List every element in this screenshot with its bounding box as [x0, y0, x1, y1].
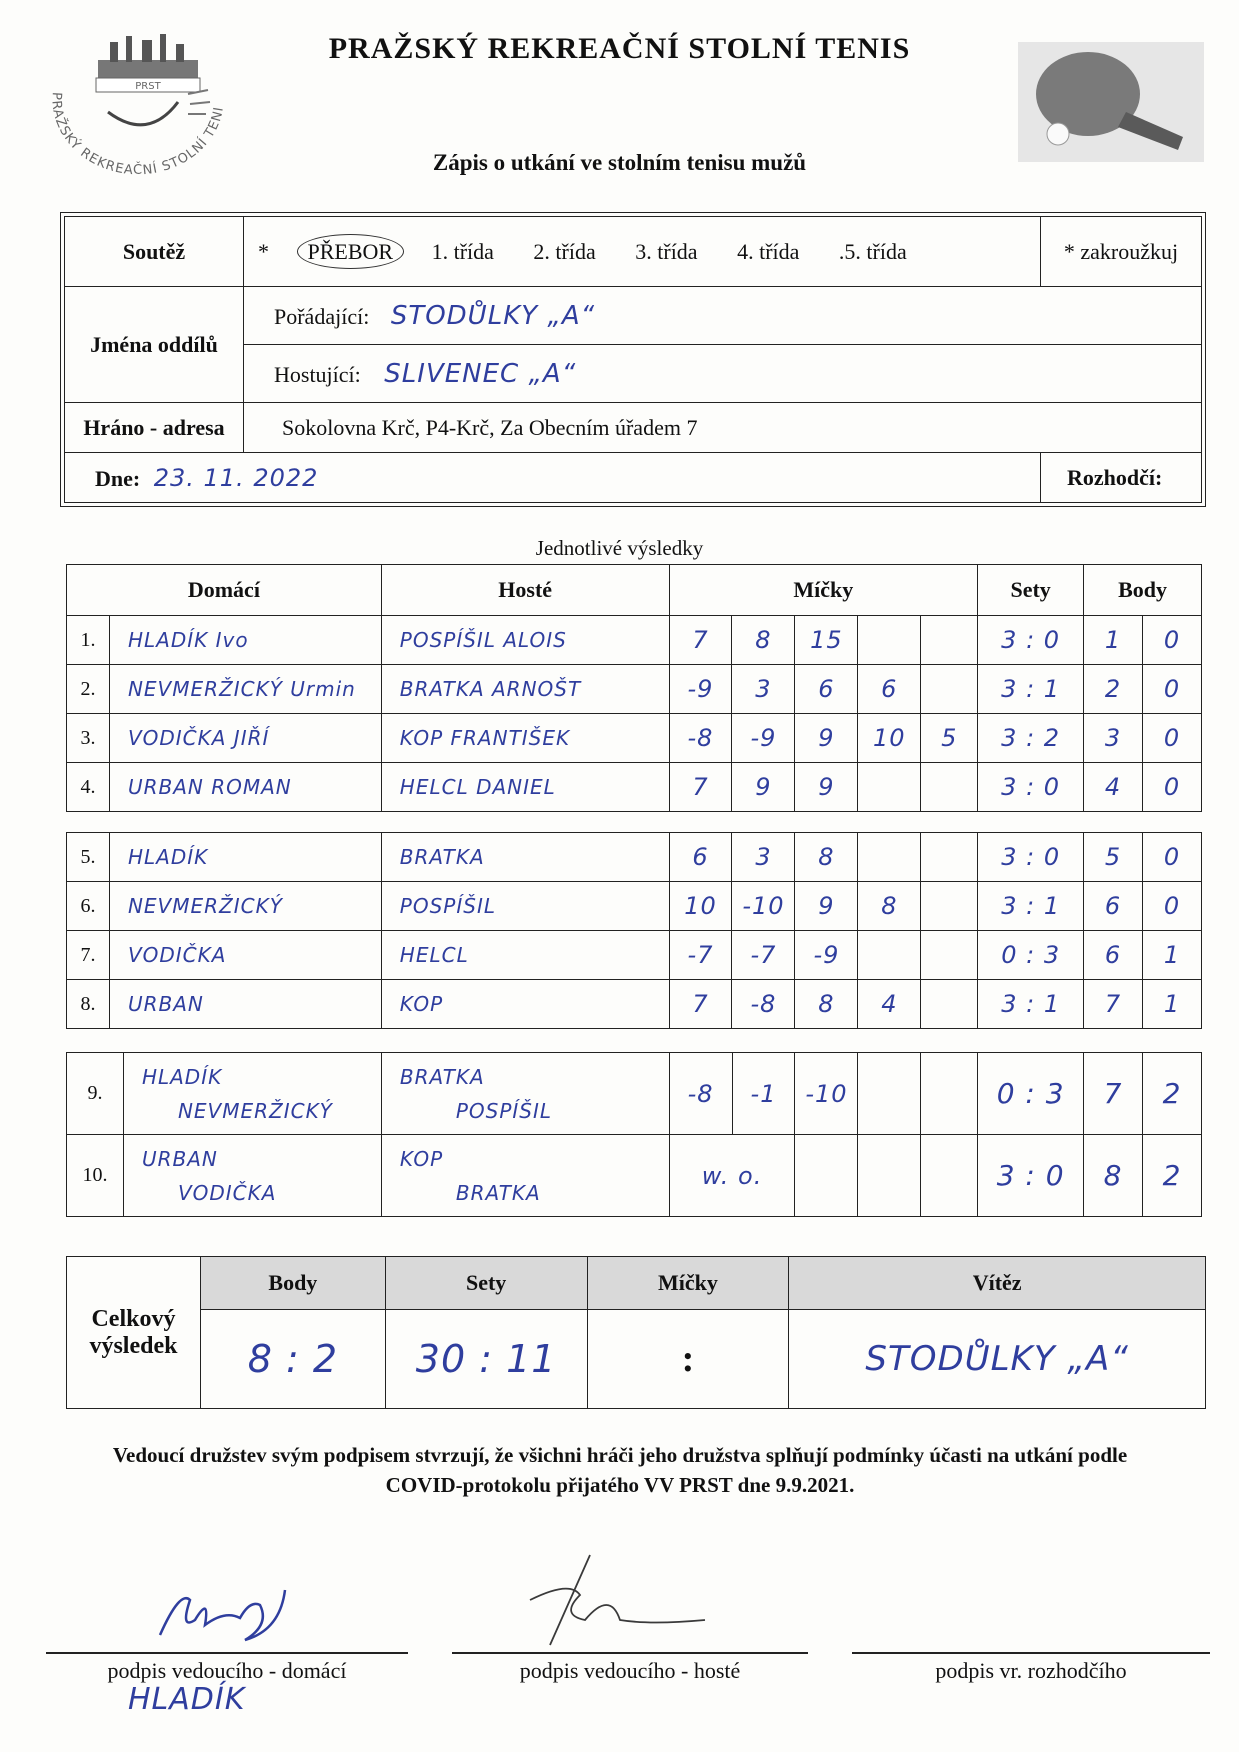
- header-home: Domácí: [67, 565, 382, 616]
- ball-score: 7: [669, 616, 732, 665]
- home-pair-player-2: NEVMERŽICKÝ: [177, 1098, 333, 1123]
- competition-options: [244, 217, 1041, 287]
- match-row: [67, 882, 1202, 931]
- home-pair-player-1: HLADÍK: [141, 1064, 223, 1089]
- ball-score: 4: [858, 980, 921, 1029]
- ball-score: 6: [858, 665, 921, 714]
- ball-score: 8: [858, 882, 921, 931]
- home-pair-player-1: URBAN: [141, 1146, 218, 1171]
- results-table-singles-2: [66, 832, 1202, 1029]
- guest-pair-player-2: POSPÍŠIL: [455, 1098, 553, 1123]
- results-table-singles-1: [66, 564, 1202, 812]
- home-pair-player-2: VODIČKA: [177, 1180, 277, 1205]
- summary-label: Celkový výsledek: [67, 1257, 201, 1409]
- ball-score: 9: [795, 882, 858, 931]
- match-number: 9.: [67, 1053, 124, 1135]
- competition-option-5: .5. třída: [838, 238, 907, 264]
- covid-declaration: Vedoucí družstev svým podpisem stvrzují, že všichni hráči jeho družstva splňují podmínky účasti na utkání podle COVID-protokolu přijatého VV PRST dne 9.9.2021.: [112, 1443, 1128, 1497]
- summary-sets: 30 : 11: [385, 1310, 587, 1409]
- match-row: [67, 931, 1202, 980]
- match-row: [67, 833, 1202, 882]
- ball-score: 8: [795, 833, 858, 882]
- match-number: 5.: [67, 833, 110, 882]
- ball-score: 6: [795, 665, 858, 714]
- ball-score: 8: [732, 616, 795, 665]
- ball-score: [858, 833, 921, 882]
- ball-score: -9: [669, 665, 732, 714]
- ball-score: [921, 763, 978, 812]
- match-number: 3.: [67, 714, 110, 763]
- points-guest: 0: [1143, 833, 1202, 882]
- set-score: 3 : 2: [978, 714, 1084, 763]
- guest-player: KOP: [381, 980, 669, 1029]
- set-score: 0 : 3: [978, 1053, 1084, 1135]
- summary-header-sets: Sety: [385, 1257, 587, 1310]
- points-guest: 0: [1143, 882, 1202, 931]
- home-player: HLADÍK Ivo: [109, 616, 381, 665]
- points-guest: 0: [1143, 665, 1202, 714]
- match-number: 2.: [67, 665, 110, 714]
- match-number: 1.: [67, 616, 110, 665]
- guest-pair: [381, 1053, 669, 1135]
- signature-label-home: podpis vedoucího - domácí: [107, 1658, 347, 1683]
- ball-score: [921, 931, 978, 980]
- points-home: 1: [1084, 616, 1143, 665]
- match-number: 7.: [67, 931, 110, 980]
- header-points: Body: [1084, 565, 1202, 616]
- ball-score: 6: [669, 833, 732, 882]
- match-row: [67, 665, 1202, 714]
- home-player: HLADÍK: [109, 833, 381, 882]
- home-player: NEVMERŽICKÝ Urmin: [109, 665, 381, 714]
- page-subtitle: Zápis o utkání ve stolním tenisu mužů: [432, 150, 807, 175]
- match-number: 8.: [67, 980, 110, 1029]
- points-home: 5: [1084, 833, 1143, 882]
- points-home: 6: [1084, 882, 1143, 931]
- date-label: Dne:: [95, 465, 141, 491]
- address-value: Sokolovna Krč, P4-Krč, Za Obecním úřadem 7: [244, 403, 1202, 453]
- guest-player: BRATKA: [381, 833, 669, 882]
- walkover-mark: w. o.: [669, 1135, 795, 1217]
- points-guest: 0: [1143, 616, 1202, 665]
- doubles-row: [67, 1135, 1202, 1217]
- points-guest: 1: [1143, 980, 1202, 1029]
- guest-player: HELCL: [381, 931, 669, 980]
- points-guest: 2: [1142, 1135, 1201, 1217]
- match-number: 10.: [67, 1135, 124, 1217]
- home-player: VODIČKA: [109, 931, 381, 980]
- summary-balls: :: [587, 1310, 789, 1409]
- home-team-label: Pořádající:: [274, 303, 370, 329]
- points-home: 7: [1084, 1053, 1143, 1135]
- summary-table: [66, 1256, 1206, 1409]
- ball-score: -9: [732, 714, 795, 763]
- date-value: 23. 11. 2022: [153, 463, 319, 492]
- ball-score: [921, 980, 978, 1029]
- match-info-table: [64, 216, 1202, 503]
- ball-score: -8: [732, 980, 795, 1029]
- points-home: 7: [1084, 980, 1143, 1029]
- match-row: [67, 616, 1202, 665]
- doubles-row: [67, 1053, 1202, 1135]
- home-player: VODIČKA JIŘÍ: [109, 714, 381, 763]
- ball-score: 9: [795, 714, 858, 763]
- guest-player: BRATKA ARNOŠT: [381, 665, 669, 714]
- guest-player: KOP FRANTIŠEK: [381, 714, 669, 763]
- points-home: 2: [1084, 665, 1143, 714]
- points-home: 8: [1084, 1135, 1143, 1217]
- guest-pair-player-1: BRATKA: [399, 1064, 485, 1089]
- ball-score: -7: [669, 931, 732, 980]
- points-guest: 0: [1143, 763, 1202, 812]
- guest-team-label: Hostující:: [274, 361, 361, 387]
- guest-player: POSPÍŠIL ALOIS: [381, 616, 669, 665]
- table-tennis-paddle-image: [1018, 42, 1204, 162]
- summary-header-points: Body: [200, 1257, 385, 1310]
- signature-line-guest: [452, 1652, 808, 1654]
- signature-guest-image: [510, 1550, 710, 1655]
- summary-points: 8 : 2: [200, 1310, 385, 1409]
- ball-score: 7: [669, 763, 732, 812]
- ball-score: 5: [921, 714, 978, 763]
- teams-label: Jména oddílů: [65, 287, 244, 403]
- set-score: 3 : 0: [978, 1135, 1084, 1217]
- ball-score: 7: [669, 980, 732, 1029]
- set-score: 3 : 1: [978, 665, 1084, 714]
- ball-score: [858, 763, 921, 812]
- set-score: 3 : 0: [978, 763, 1084, 812]
- signature-label-referee: podpis vr. rozhodčího: [935, 1658, 1127, 1683]
- ball-score: [795, 1135, 858, 1217]
- ball-score: 10: [858, 714, 921, 763]
- ball-score: -9: [795, 931, 858, 980]
- ball-score: [921, 1135, 978, 1217]
- ball-score: -10: [795, 1053, 858, 1135]
- home-player: URBAN: [109, 980, 381, 1029]
- guest-pair: [381, 1135, 669, 1217]
- competition-option-prebor: PŘEBOR: [297, 234, 405, 269]
- home-pair: [123, 1135, 381, 1217]
- circle-note: * zakroužkuj: [1041, 217, 1202, 287]
- competition-label: Soutěž: [65, 217, 244, 287]
- points-home: 4: [1084, 763, 1143, 812]
- ball-score: 9: [732, 763, 795, 812]
- points-guest: 1: [1143, 931, 1202, 980]
- home-player: URBAN ROMAN: [109, 763, 381, 812]
- home-player: NEVMERŽICKÝ: [109, 882, 381, 931]
- ball-score: [858, 1053, 921, 1135]
- signature-home-image: [150, 1580, 290, 1655]
- summary-winner: STODŮLKY „A“: [789, 1310, 1206, 1409]
- home-pair: [123, 1053, 381, 1135]
- competition-option-4: 4. třída: [737, 238, 800, 264]
- guest-pair-player-2: BRATKA: [455, 1180, 541, 1205]
- ball-score: -7: [732, 931, 795, 980]
- ball-score: 3: [732, 665, 795, 714]
- ball-score: -10: [732, 882, 795, 931]
- summary-header-winner: Vítěz: [789, 1257, 1206, 1310]
- logo-banner-text: PRST: [135, 81, 161, 92]
- ball-score: [921, 882, 978, 931]
- ball-score: -1: [732, 1053, 795, 1135]
- ball-score: 10: [669, 882, 732, 931]
- ball-score: 8: [795, 980, 858, 1029]
- guest-player: HELCL DANIEL: [381, 763, 669, 812]
- ball-score: 15: [795, 616, 858, 665]
- ball-score: [921, 665, 978, 714]
- ball-score: [921, 1053, 978, 1135]
- ball-score: 3: [732, 833, 795, 882]
- competition-star: *: [258, 238, 269, 264]
- ball-score: 9: [795, 763, 858, 812]
- ball-score: -8: [669, 714, 732, 763]
- results-caption: Jednotlivé výsledky: [535, 536, 704, 560]
- competition-option-3: 3. třída: [635, 238, 698, 264]
- ball-score: [921, 833, 978, 882]
- points-guest: 0: [1143, 714, 1202, 763]
- points-home: 3: [1084, 714, 1143, 763]
- set-score: 3 : 1: [978, 980, 1084, 1029]
- signature-line-home: [46, 1652, 408, 1654]
- page-title: PRAŽSKÝ REKREAČNÍ STOLNÍ TENIS: [328, 32, 911, 65]
- logo-ring-text: PRAŽSKÝ REKREAČNÍ STOLNÍ TENI: [48, 91, 227, 179]
- match-number: 4.: [67, 763, 110, 812]
- guest-team-value: SLIVENEC „A“: [384, 358, 577, 389]
- competition-option-2: 2. třída: [533, 238, 596, 264]
- match-number: 6.: [67, 882, 110, 931]
- header-balls: Míčky: [669, 565, 978, 616]
- referee-label: Rozhodčí:: [1067, 464, 1163, 490]
- ball-score: [921, 616, 978, 665]
- ball-score: [858, 616, 921, 665]
- results-table-doubles: [66, 1052, 1202, 1217]
- ball-score: [858, 1135, 921, 1217]
- match-row: [67, 714, 1202, 763]
- set-score: 0 : 3: [978, 931, 1084, 980]
- points-guest: 2: [1142, 1053, 1201, 1135]
- set-score: 3 : 0: [978, 616, 1084, 665]
- set-score: 3 : 1: [978, 882, 1084, 931]
- summary-header-balls: Míčky: [587, 1257, 789, 1310]
- ball-score: -8: [669, 1053, 732, 1135]
- signature-home-name: HLADÍK: [128, 1682, 246, 1717]
- signature-line-referee: [852, 1652, 1210, 1654]
- match-row: [67, 763, 1202, 812]
- set-score: 3 : 0: [978, 833, 1084, 882]
- match-row: [67, 980, 1202, 1029]
- points-home: 6: [1084, 931, 1143, 980]
- address-label: Hráno - adresa: [65, 403, 244, 453]
- signature-label-guest: podpis vedoucího - hosté: [519, 1658, 741, 1683]
- header-sets: Sety: [978, 565, 1084, 616]
- guest-player: POSPÍŠIL: [381, 882, 669, 931]
- home-team-value: STODŮLKY „A“: [390, 300, 596, 331]
- header-guest: Hosté: [381, 565, 669, 616]
- guest-pair-player-1: KOP: [399, 1146, 444, 1171]
- competition-option-1: 1. třída: [431, 238, 494, 264]
- ball-score: [858, 931, 921, 980]
